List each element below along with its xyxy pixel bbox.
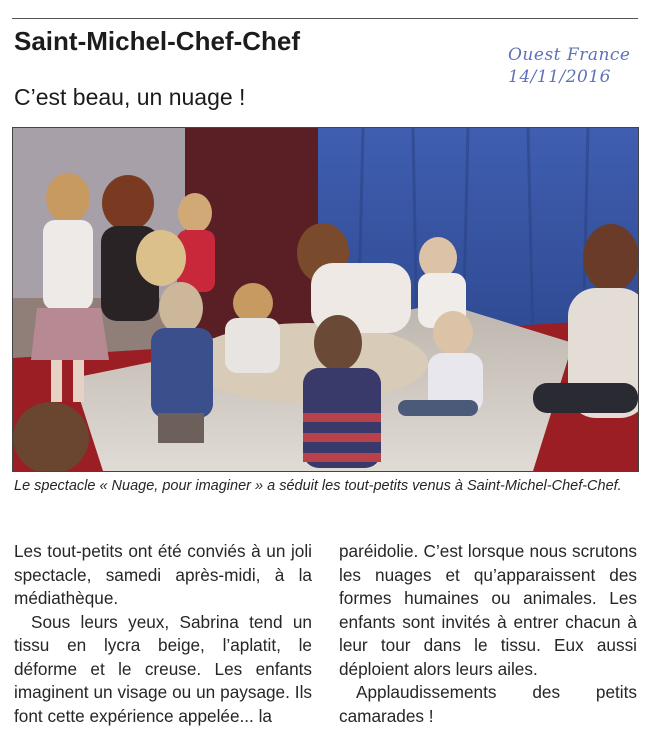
article-headline: C’est beau, un nuage ! (14, 84, 246, 110)
child-head (136, 230, 186, 286)
handwritten-source: Ouest France (508, 45, 631, 65)
paragraph-2-text: Sous leurs yeux, Sabrina tend un tissu en lycra beige, l’aplatit, le déforme et le creuse. Les enfants imaginent un visage ou un paysage. Ils font cette expérience appelée... la (14, 611, 312, 726)
handwritten-date: 14/11/2016 (508, 67, 611, 87)
handwritten-source-note (508, 44, 638, 88)
child-body (151, 328, 213, 418)
article-photo (12, 127, 639, 472)
foreground-head (13, 402, 89, 471)
paragraph-2 (14, 611, 312, 729)
paragraph-3-text: Applaudissements des petits camarades ! (339, 682, 637, 726)
child-head (46, 173, 90, 223)
article-location-title: Saint-Michel-Chef-Chef (14, 26, 300, 56)
child-head (419, 237, 457, 279)
child-skirt (31, 308, 109, 360)
article-column-2 (339, 540, 637, 728)
top-rule (12, 18, 638, 19)
child-head (178, 193, 212, 233)
person-head (102, 175, 154, 231)
paragraph-1 (14, 540, 312, 611)
photo-caption: Le spectacle « Nuage, pour imaginer » a séduit les tout-petits venus à Saint-Michel-Chef-Chef. (14, 478, 622, 494)
child-head (433, 311, 473, 355)
child-head (159, 282, 203, 334)
paragraph-3 (339, 681, 637, 728)
paragraph-2-continued: paréidolie. C’est lorsque nous scrutons les nuages et qu’apparaissent des formes humaines ou animales. Les enfants sont invités à entrer chacun à leur tour dans le tissu. Eux aussi déploient alors leurs ailes. (339, 541, 637, 679)
child-head (233, 283, 273, 323)
child-body (43, 220, 93, 310)
child-body (225, 318, 280, 373)
photo-illustration (13, 128, 638, 471)
article-column-1 (14, 540, 312, 728)
child-head (314, 315, 362, 371)
person-head (583, 224, 638, 292)
paragraph-1-text: Les tout-petits ont été conviés à un joli spectacle, samedi après-midi, à la médiathèque. (14, 541, 312, 608)
